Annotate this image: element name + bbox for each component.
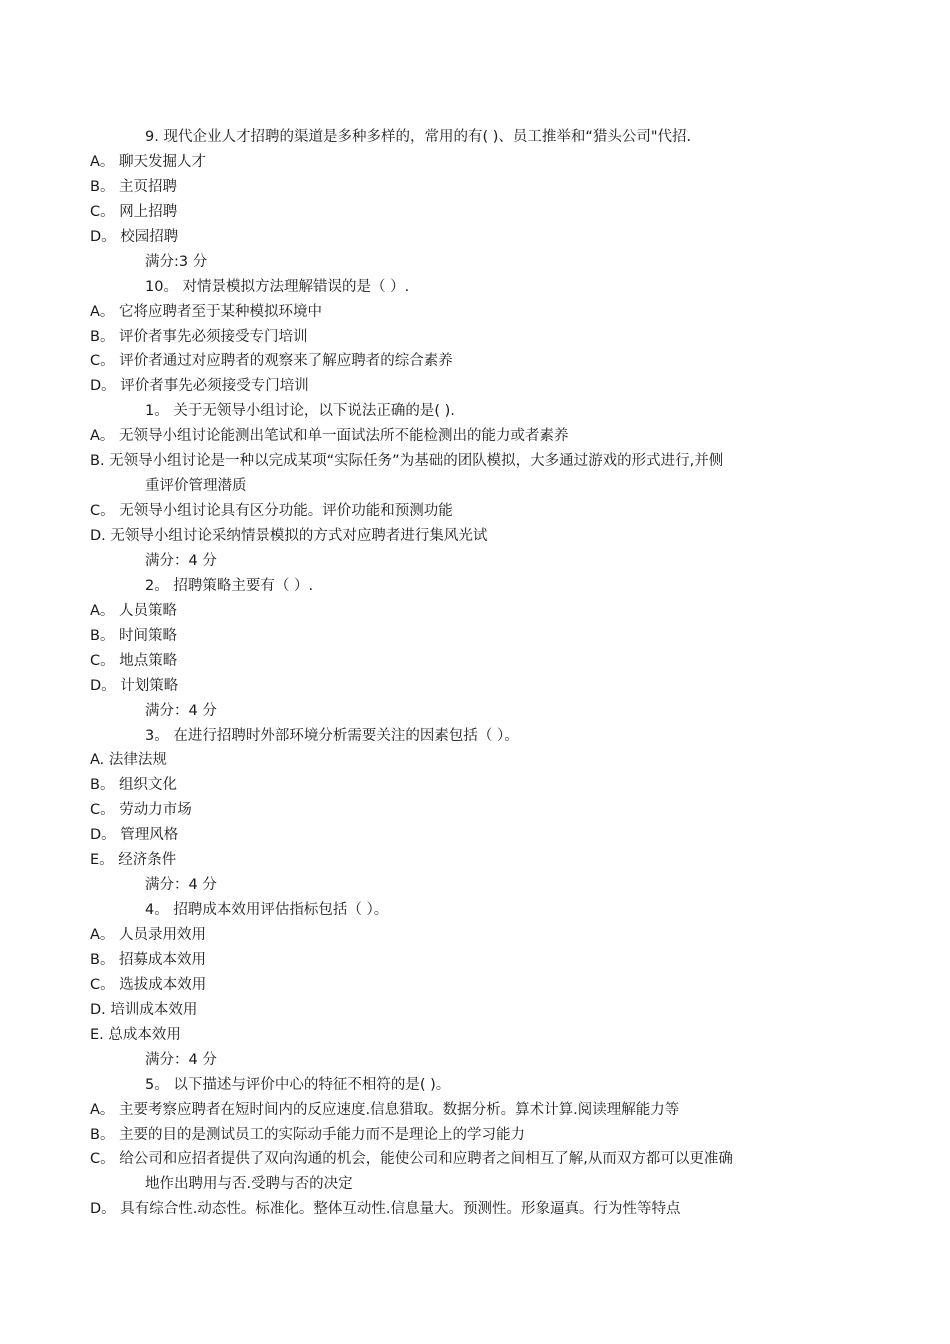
option-text: E。 经济条件 bbox=[90, 852, 177, 869]
option-text: C。 网上招聘 bbox=[90, 203, 178, 220]
option-text: A. 法律法规 bbox=[90, 752, 167, 769]
question-text: 10。 对情景模拟方法理解错误的是（ ）. bbox=[145, 278, 410, 295]
option-text: B。 时间策略 bbox=[90, 627, 178, 644]
option-text: A。 人员录用效用 bbox=[90, 927, 207, 943]
option-text: B。 主页招聘 bbox=[90, 178, 178, 195]
question-text: 1。 关于无领导小组讨论，以下说法正确的是( ). bbox=[145, 403, 455, 420]
option-text: E. 总成本效用 bbox=[90, 1026, 181, 1043]
option-text: C。 无领导小组讨论具有区分功能。评价功能和预测功能 bbox=[90, 503, 453, 520]
option-text: A。 无领导小组讨论能测出笔试和单一面试法所不能检测出的能力或者素养 bbox=[90, 428, 569, 445]
option-text: D。 管理风格 bbox=[90, 827, 179, 844]
question-text: 5。 以下描述与评价中心的特征不相符的是( )。 bbox=[145, 1076, 451, 1093]
option-text: C。 地点策略 bbox=[90, 652, 178, 669]
continuation-text: 重评价管理潜质 bbox=[145, 478, 247, 495]
question-text: 9. 现代企业人才招聘的渠道是多种多样的，常用的有( )、员工推举和“猎头公司"代招. bbox=[145, 129, 692, 145]
score-text: 满分:3 分 bbox=[145, 253, 208, 270]
question-text: 4。 招聘成本效用评估指标包括（ ）。 bbox=[145, 902, 389, 919]
option-text: D. 无领导小组讨论采纳情景模拟的方式对应聘者进行集风光试 bbox=[90, 528, 488, 544]
option-text: C。 选拔成本效用 bbox=[90, 976, 207, 993]
option-text: A。 它将应聘者至于某种模拟环境中 bbox=[90, 303, 323, 320]
option-text: A。 人员策略 bbox=[90, 602, 178, 619]
option-text: A。 主要考察应聘者在短时间内的反应速度.信息猎取。数据分析。算术计算.阅读理解能力等 bbox=[90, 1101, 680, 1118]
continuation-text: 地作出聘用与否.受聘与否的决定 bbox=[145, 1176, 353, 1193]
score-text: 满分：4 分 bbox=[145, 702, 217, 719]
option-text: D. 培训成本效用 bbox=[90, 1001, 198, 1018]
document-page bbox=[0, 125, 950, 1222]
score-text: 满分：4 分 bbox=[145, 877, 217, 894]
question-text: 2。 招聘策略主要有（ ）. bbox=[145, 577, 314, 594]
option-text: A。 聊天发掘人才 bbox=[90, 153, 207, 170]
option-text: C。 给公司和应招者提供了双向沟通的机会，能使公司和应聘者之间相互了解,从而双方都可以更准确 bbox=[90, 1151, 733, 1168]
option-text: D。 评价者事先必须接受专门培训 bbox=[90, 378, 309, 395]
option-text: B。 招募成本效用 bbox=[90, 951, 207, 968]
option-text: C。 劳动力市场 bbox=[90, 802, 192, 819]
option-text: B。 主要的目的是测试员工的实际动手能力而不是理论上的学习能力 bbox=[90, 1126, 526, 1143]
option-text: B. 无领导小组讨论是一种以完成某项“实际任务”为基础的团队模拟，大多通过游戏的形式进行,并侧 bbox=[90, 453, 724, 470]
question-text: 3。 在进行招聘时外部环境分析需要关注的因素包括（ ）。 bbox=[145, 727, 519, 744]
option-text: B。 评价者事先必须接受专门培训 bbox=[90, 328, 308, 345]
option-text: D。 计划策略 bbox=[90, 677, 179, 694]
option-text: C。 评价者通过对应聘者的观察来了解应聘者的综合素养 bbox=[90, 353, 453, 370]
score-text: 满分：4 分 bbox=[145, 552, 217, 569]
score-text: 满分：4 分 bbox=[145, 1051, 217, 1068]
option-text: B。 组织文化 bbox=[90, 777, 178, 794]
option-text: D。 校园招聘 bbox=[90, 228, 179, 245]
option-text: D。 具有综合性.动态性。标准化。整体互动性.信息量大。预测性。形象逼真。行为性等特点 bbox=[90, 1201, 681, 1218]
